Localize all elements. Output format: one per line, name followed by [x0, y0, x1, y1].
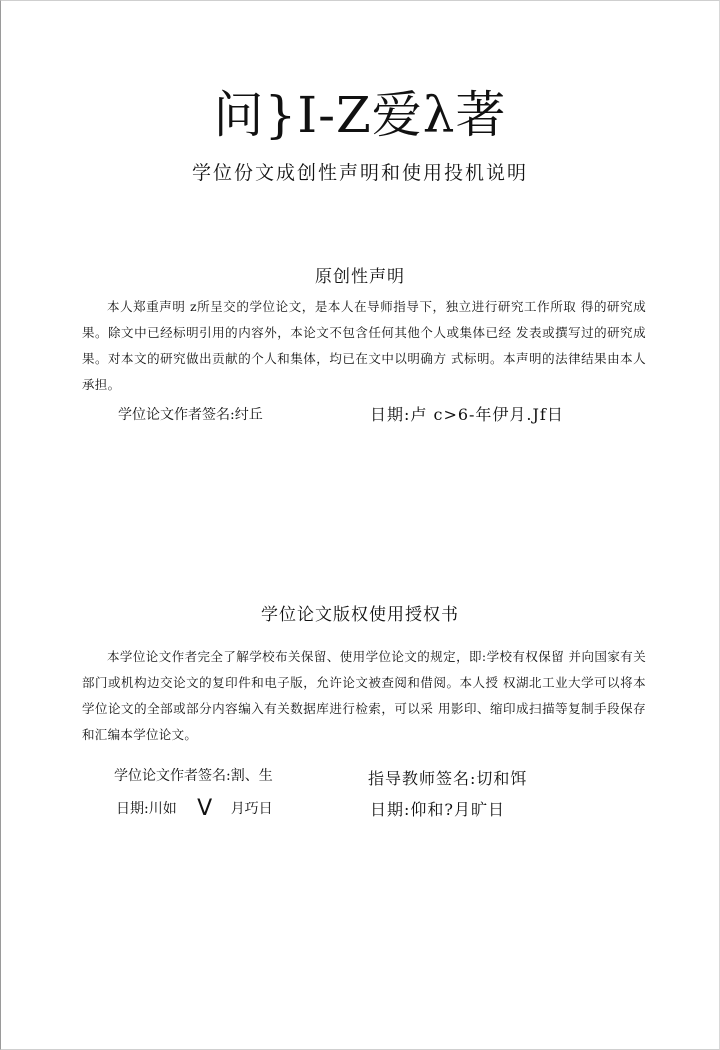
authorization-title: 学位论文版权使用授权书 — [261, 605, 459, 625]
originality-body: 本人郑重声明 z所呈交的学位论文，是本人在导师指导下，独立进行研究工作所取 得的研究成果。除文中已经标明引用的内容外，本论文不包含任何其他个人或集体已经 发表或撰写过的研究成果。对本文的研究做出贡献的个人和集体，均已在文中以明确方 式标明。本声明的法律结果由本人承担。 — [82, 299, 646, 392]
authorization-advisor-date: 日期:仰和?月旷日 — [370, 800, 505, 819]
authorization-author-date — [116, 794, 273, 819]
document-subtitle: 学位份文成创性声明和使用投机说明 — [191, 162, 528, 184]
originality-title: 原创性声明 — [315, 267, 405, 287]
originality-author-signature: 学位论文作者签名:纣丘 — [118, 407, 263, 423]
author-date-handwritten-mark: V — [197, 796, 213, 821]
authorization-author-signature: 学位论文作者签名:割、生 — [114, 768, 273, 784]
author-date-suffix: 月巧日 — [230, 801, 273, 817]
document-logo-title: 问}I-Z爱λ著 — [213, 86, 507, 144]
author-date-prefix: 日期:川如 — [116, 801, 177, 817]
authorization-advisor-signature: 指导教师签名:切和饵 — [368, 769, 528, 788]
authorization-body: 本学位论文作者完全了解学校布关保留、使用学位论文的规定，即:学校有权保留 并向国家有关部门或机构边交论文的复印件和电子版，允许论文被查阅和借阅。本人授 权湖北工业大学可以将本学位论文的全部或部分内容编入有关数据库进行检索，可以采 用影印、缩印成扫描等复制手段保存和汇编本学位论文。 — [82, 649, 646, 742]
originality-date: 日期:卢 c>6-年伊月.Jf日 — [370, 405, 564, 424]
